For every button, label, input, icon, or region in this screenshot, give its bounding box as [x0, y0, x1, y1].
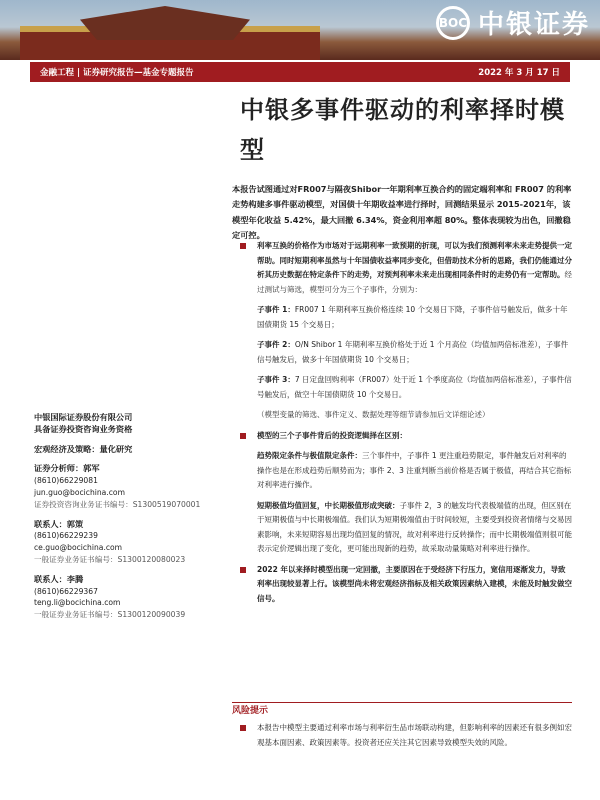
page-title: 中银多事件驱动的利率择时模型 [240, 95, 565, 164]
contact1-reg: 一般证券业务证书编号：S1300120080023 [34, 554, 186, 564]
point-5: 2022 年以来择时模型出现一定回撤，主要原因在于受经济下行压力，宽信用逐渐发力，导致利率出现较显著上行。该模型尚未将宏观经济指标及相关政策因素纳入建模，未能及时触发做空信号。 [257, 563, 572, 607]
company-name: 中银国际证券股份有限公司 [34, 412, 133, 422]
risk-text: 本报告中模型主要通过利率市场与利率衍生品市场联动构建，但影响利率的因素还有很多例如宏观基本面因素、政策因素等。投资者还应关注其它因素导致模型失效的风险。 [257, 721, 572, 750]
analyst1-label: 证券分析师：郭军 [34, 463, 100, 474]
point-4-label: 短期极值均值回复，中长期极值形成突破： [257, 500, 400, 510]
sub-event-3-label: 子事件 3： [257, 375, 295, 384]
contact2-email[interactable]: teng.li@bocichina.com [34, 598, 121, 608]
contact1-phone: (8610)66229239 [34, 531, 98, 541]
point-1 [257, 239, 572, 297]
strategy: 宏观经济及策略：量化研究 [34, 443, 133, 454]
contact2-reg: 一般证券业务证书编号：S1300120090039 [34, 610, 186, 620]
main-body [257, 239, 572, 612]
abstract: 本报告试图通过对FR007与隔夜Shibor一年期利率互换合约的固定端利率和 FR007 的利率走势构建多事件驱动模型，对国债十年期收益率进行择时，回测结果显示 2015-2021年，该模型年化收益 5.42%，最大回撤 6.34%，资金利用率超 80%。整体表现较为出色，回撤稳定可控。 [232, 184, 572, 240]
contact1-label: 联系人：郭策 [34, 518, 84, 529]
point-3 [257, 449, 572, 493]
sub-event-1-text: FR007 1 年期利率互换价格连续 10 个交易日下降，子事件信号触发后，做多十年国债期货 15 个交易日； [257, 305, 568, 329]
report-category: 金融工程 | 证券研究报告—基金专题报告 [40, 68, 194, 78]
point-4 [257, 499, 572, 557]
point-1-rest: 经过测试与筛选，模型可分为三个子事件，分别为： [257, 270, 572, 294]
point-4-text: 子事件 2，3 的触发均代表极端值的出现，但区别在于短期极值与中长期极端值。我们认为短期极端值由于时间较短，主要受到投资者情绪与交易因素影响，未来短期容易出现均值回复的情况，故对利率进行反转操作；而中长期极端值则很可能表示定价逻辑出现了变化，更可能出现新的趋势，故采取动量策略对利率进行操作。 [257, 500, 572, 553]
contact2-phone: (8610)66229367 [34, 586, 98, 596]
logo-text: 中银证券 [477, 10, 590, 40]
analyst1-reg: 证券投资咨询业务证书编号：S1300519070001 [34, 499, 201, 509]
note: （模型变量的筛选、事件定义、数据处理等细节请参加后文详细论述） [257, 410, 490, 419]
sub-event-3-text: 7 日定盘回购利率（FR007）处于近 1 个季度高位（均值加两倍标准差），子事件信号触发后，做空十年国债期货 10 个交易日。 [257, 375, 572, 399]
sub-event-1 [257, 303, 572, 332]
point-3-label: 趋势限定条件与极值限定条件： [257, 451, 362, 460]
company-logo [436, 4, 590, 41]
qualification: 具备证券投资咨询业务资格 [34, 423, 133, 434]
logo-mark: BOC [436, 6, 470, 40]
sub-event-3 [257, 373, 572, 402]
report-category-bar [30, 62, 570, 82]
sidebar [34, 412, 210, 621]
contact1-email[interactable]: ce.guo@bocichina.com [34, 543, 123, 553]
risk-divider [232, 702, 572, 703]
analyst1-email[interactable]: jun.guo@bocichina.com [34, 487, 125, 497]
point-1-bold: 利率互换的价格作为市场对于远期利率一致预期的折现，可以为我们预测利率未来走势提供一定帮助。同时短期利率虽然与十年国债收益率同步变化，但借助技术分析的思路，我们仍能通过分析其历史数据在特定条件下的走势，对预判利率未来走出现相同条件时的走势仍有一定帮助。 [257, 241, 572, 279]
point-3-text: 三个事件中，子事件 1 更注重趋势限定，事件触发后对利率的操作也是在形成趋势后顺势而为；事件 2、3 注重判断当前价格是否属于极值，再结合其它指标对利率进行操作。 [257, 451, 572, 489]
palace-roof-image [80, 6, 250, 40]
sub-event-2-label: 子事件 2： [257, 340, 295, 349]
sub-event-2 [257, 338, 572, 367]
point-2: 模型的三个子事件背后的投资逻辑择在区别： [257, 429, 572, 444]
contact2-label: 联系人：李腾 [34, 573, 84, 584]
report-date: 2022 年 3 月 17 日 [478, 68, 560, 78]
sub-event-2-text: O/N Shibor 1 年期利率互换价格处于近 1 个月高位（均值加两倍标准差），子事件信号触发后，做多十年国债期货 10 个交易日； [257, 340, 569, 364]
analyst1-phone: (8610)66229081 [34, 476, 98, 486]
header-banner [0, 0, 600, 60]
sub-event-1-label: 子事件 1： [257, 305, 295, 314]
risk-title: 风险提示 [232, 706, 269, 716]
